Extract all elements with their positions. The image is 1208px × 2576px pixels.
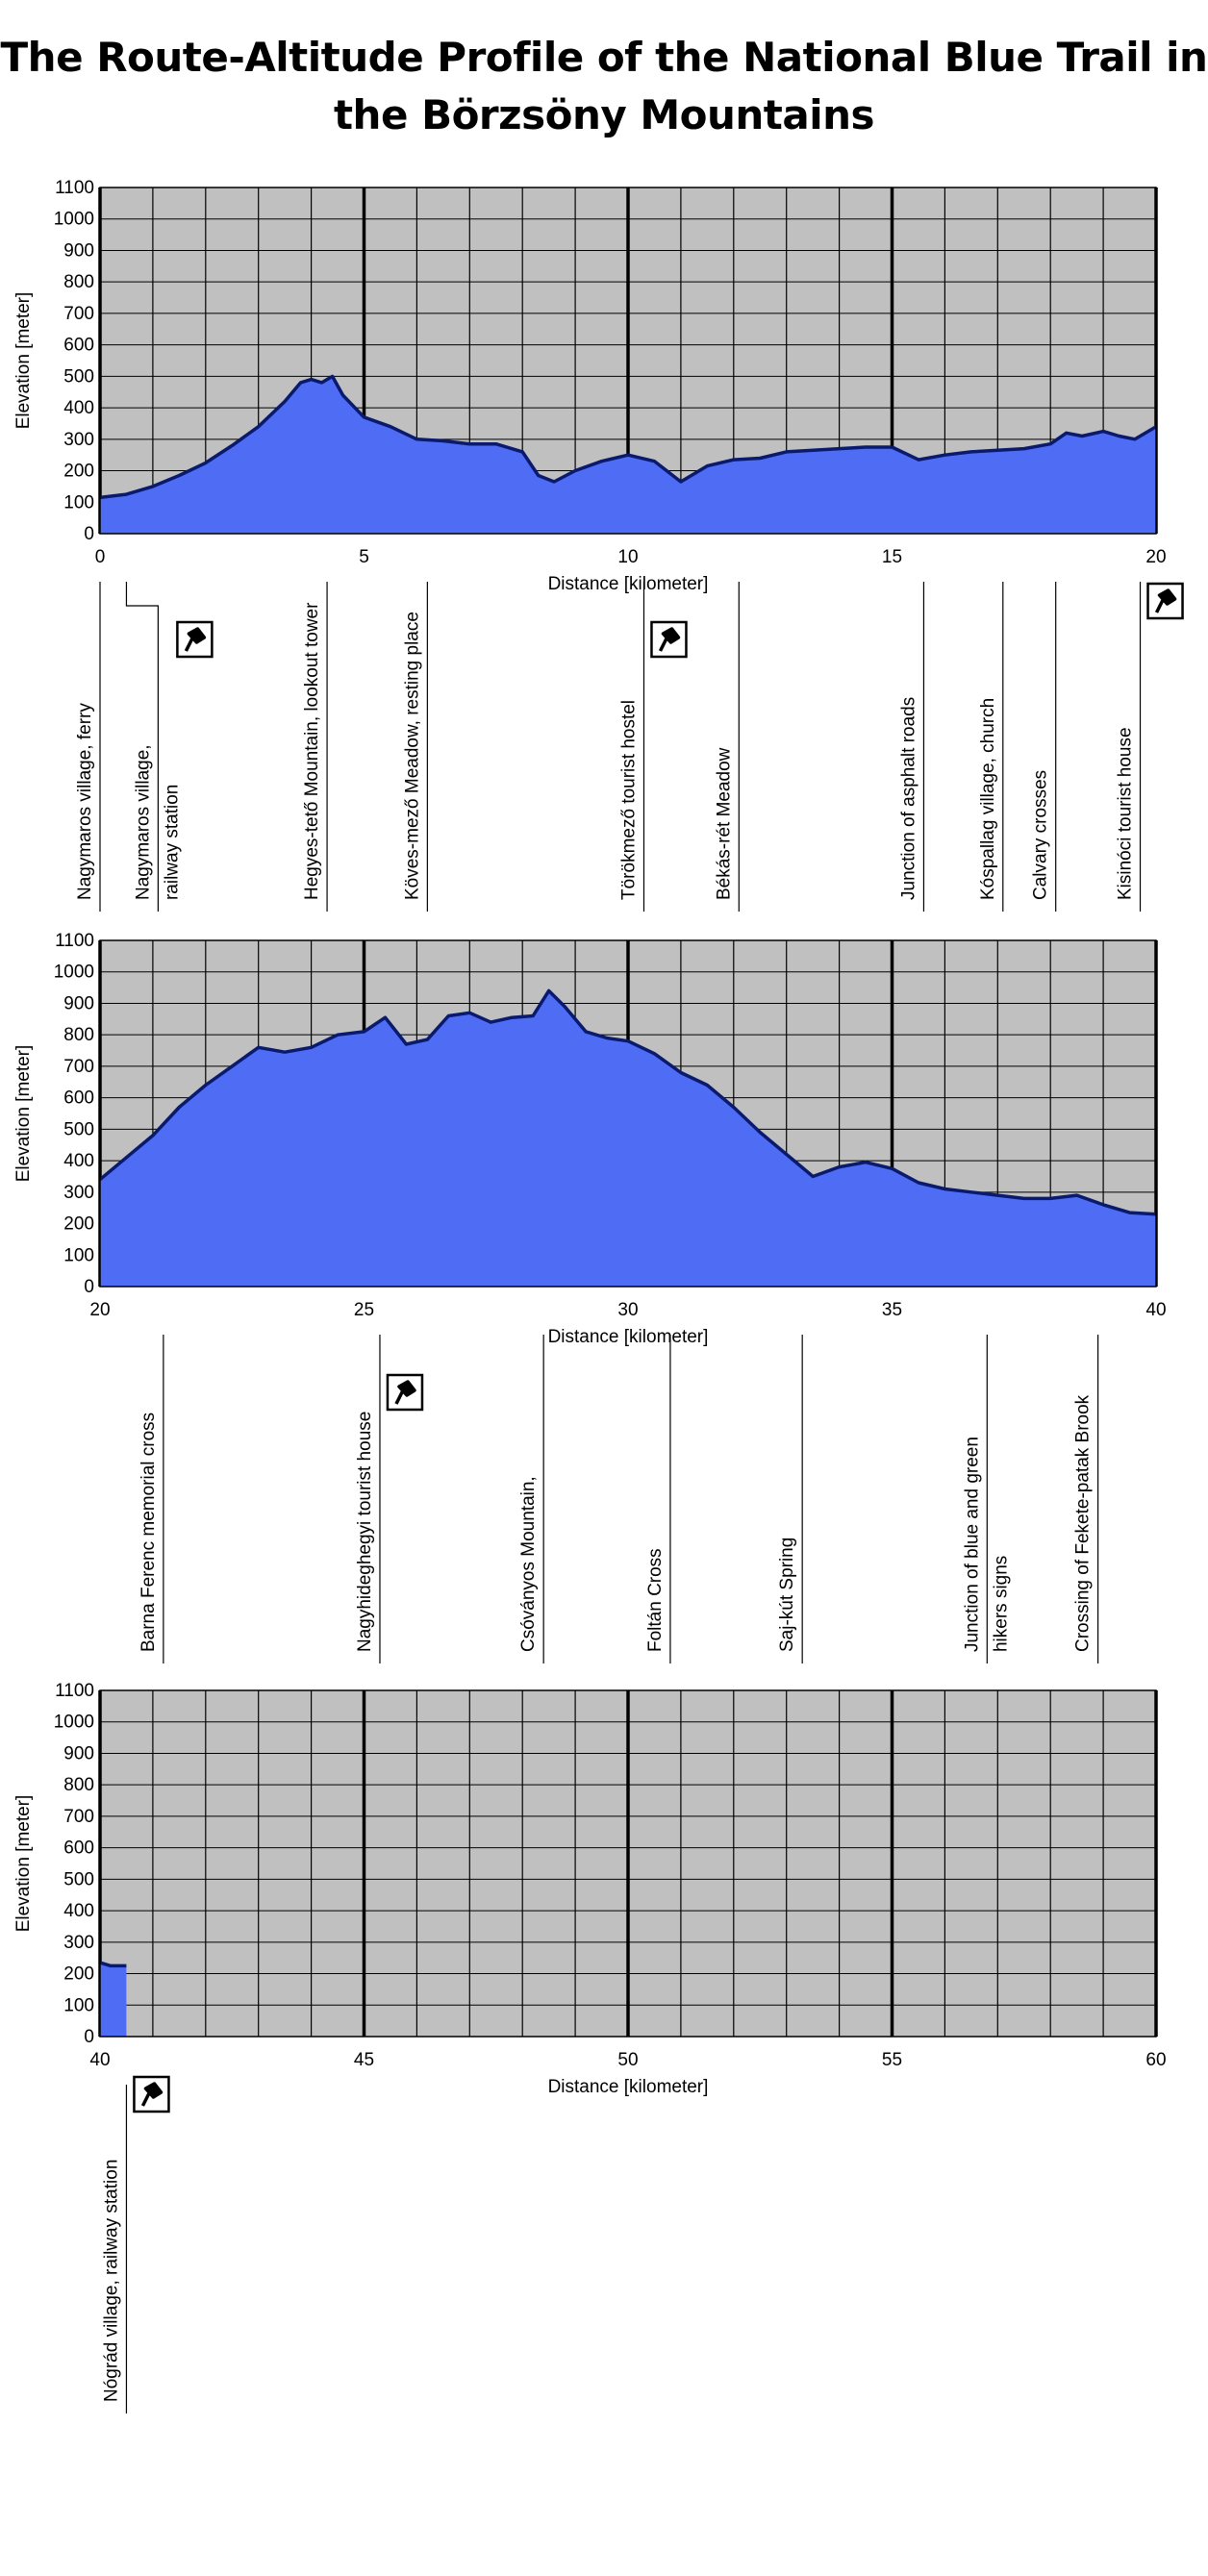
chart-title-line-2: the Börzsöny Mountains bbox=[333, 91, 875, 138]
y-tick-label: 600 bbox=[63, 1838, 94, 1859]
chart-panel-2 bbox=[13, 931, 1167, 1663]
y-tick-label: 600 bbox=[63, 335, 94, 356]
location-marker bbox=[978, 582, 1003, 912]
marker-label: Junction of blue and green bbox=[962, 1437, 983, 1652]
y-axis-title: Elevation [meter] bbox=[13, 1794, 34, 1933]
location-marker bbox=[714, 582, 739, 912]
location-marker bbox=[355, 1335, 422, 1663]
location-marker bbox=[1116, 582, 1183, 912]
marker-label: Foltán Cross bbox=[644, 1548, 666, 1652]
location-marker bbox=[302, 582, 327, 912]
x-tick-label: 35 bbox=[881, 1300, 903, 1320]
location-marker bbox=[518, 1335, 543, 1663]
marker-label: Crossing of Fekete-patak Brook bbox=[1072, 1394, 1094, 1652]
marker-label: Csóványos Mountain, bbox=[518, 1476, 540, 1652]
marker-label: Calvary crosses bbox=[1030, 769, 1051, 900]
y-tick-label: 1000 bbox=[53, 962, 94, 983]
chart-panel-3 bbox=[13, 1681, 1167, 2413]
y-tick-label: 900 bbox=[63, 1743, 94, 1764]
y-tick-label: 1100 bbox=[55, 1681, 94, 1701]
location-marker bbox=[138, 1335, 164, 1663]
y-tick-label: 800 bbox=[63, 272, 94, 293]
marker-label-line-2: railway station bbox=[162, 784, 183, 900]
y-tick-label: 400 bbox=[63, 1901, 94, 1922]
marker-label: Junction of asphalt roads bbox=[898, 696, 919, 900]
y-tick-label: 0 bbox=[84, 1277, 94, 1297]
x-tick-label: 60 bbox=[1145, 2050, 1167, 2070]
marker-label: Nagymaros village, bbox=[133, 744, 154, 900]
x-tick-label: 0 bbox=[94, 547, 106, 567]
y-tick-label: 900 bbox=[63, 993, 94, 1014]
y-tick-label: 100 bbox=[63, 492, 94, 513]
y-tick-label: 800 bbox=[63, 1775, 94, 1796]
y-tick-label: 1000 bbox=[53, 209, 94, 230]
x-tick-label: 20 bbox=[1145, 547, 1167, 567]
y-tick-label: 700 bbox=[63, 303, 94, 324]
y-tick-label: 300 bbox=[63, 429, 94, 450]
x-tick-label: 15 bbox=[881, 547, 903, 567]
y-tick-label: 400 bbox=[63, 1151, 94, 1172]
location-marker bbox=[962, 1335, 1011, 1663]
y-axis-title: Elevation [meter] bbox=[13, 291, 34, 430]
location-marker bbox=[126, 582, 212, 912]
y-tick-label: 200 bbox=[63, 1963, 94, 1985]
y-tick-label: 500 bbox=[63, 366, 94, 388]
marker-label: Saj-kút Spring bbox=[777, 1537, 798, 1652]
y-tick-label: 100 bbox=[63, 1995, 94, 2016]
location-marker bbox=[777, 1335, 802, 1663]
x-tick-label: 55 bbox=[881, 2050, 903, 2070]
chart-panel-1 bbox=[13, 178, 1183, 912]
marker-label: Köves-mező Meadow, resting place bbox=[402, 612, 423, 900]
marker-label: Kóspallag village, church bbox=[977, 697, 998, 900]
y-tick-label: 700 bbox=[63, 1806, 94, 1827]
marker-label: Kisinóci tourist house bbox=[1115, 727, 1136, 900]
location-marker bbox=[1031, 582, 1056, 912]
y-tick-label: 600 bbox=[63, 1088, 94, 1109]
y-tick-label: 800 bbox=[63, 1025, 94, 1046]
location-marker bbox=[898, 582, 923, 912]
x-tick-label: 20 bbox=[89, 1300, 111, 1320]
stamp-symbol-icon bbox=[177, 622, 212, 657]
x-tick-label: 5 bbox=[359, 547, 369, 567]
y-axis-title: Elevation [meter] bbox=[13, 1044, 34, 1183]
x-axis-title: Distance [kilometer] bbox=[547, 574, 709, 594]
stamp-symbol-icon bbox=[388, 1375, 422, 1410]
location-marker bbox=[618, 582, 686, 912]
x-axis-title: Distance [kilometer] bbox=[547, 2077, 709, 2097]
y-tick-label: 1100 bbox=[55, 931, 94, 951]
y-tick-label: 0 bbox=[84, 524, 94, 544]
x-tick-label: 10 bbox=[617, 547, 639, 567]
y-tick-label: 1100 bbox=[55, 178, 94, 198]
x-tick-label: 45 bbox=[353, 2050, 375, 2070]
y-tick-label: 1000 bbox=[53, 1712, 94, 1733]
y-tick-label: 0 bbox=[84, 2027, 94, 2047]
chart-title-line-1: The Route-Altitude Profile of the National Blue Trail in bbox=[0, 34, 1208, 81]
x-tick-label: 40 bbox=[1145, 1300, 1167, 1320]
marker-label: Békás-rét Meadow bbox=[714, 747, 735, 900]
location-marker bbox=[75, 582, 100, 912]
marker-label: Nagyhideghegyi tourist house bbox=[354, 1411, 375, 1652]
y-tick-label: 300 bbox=[63, 1182, 94, 1203]
marker-label: Nagymaros village, ferry bbox=[75, 703, 95, 900]
location-marker bbox=[645, 1335, 670, 1663]
x-axis-title: Distance [kilometer] bbox=[547, 1327, 709, 1347]
y-tick-label: 400 bbox=[63, 398, 94, 419]
location-marker bbox=[1073, 1335, 1098, 1663]
y-tick-label: 100 bbox=[63, 1245, 94, 1266]
x-tick-label: 50 bbox=[617, 2050, 639, 2070]
marker-label: Törökmező tourist hostel bbox=[618, 699, 640, 900]
x-tick-label: 30 bbox=[617, 1300, 639, 1320]
y-tick-label: 500 bbox=[63, 1869, 94, 1890]
x-tick-label: 40 bbox=[89, 2050, 111, 2070]
x-tick-label: 25 bbox=[353, 1300, 375, 1320]
marker-label-line-2: hikers signs bbox=[991, 1555, 1012, 1652]
stamp-symbol-icon bbox=[134, 2077, 168, 2112]
elevation-area bbox=[100, 1963, 126, 2037]
location-marker bbox=[402, 582, 427, 912]
marker-label: Nógrád village, railway station bbox=[101, 2159, 122, 2402]
marker-label: Barna Ferenc memorial cross bbox=[138, 1412, 159, 1652]
y-tick-label: 500 bbox=[63, 1119, 94, 1140]
stamp-symbol-icon bbox=[1148, 584, 1183, 618]
y-tick-label: 900 bbox=[63, 240, 94, 262]
location-marker bbox=[101, 2077, 168, 2413]
y-tick-label: 300 bbox=[63, 1932, 94, 1953]
y-tick-label: 200 bbox=[63, 1213, 94, 1235]
y-tick-label: 700 bbox=[63, 1056, 94, 1077]
stamp-symbol-icon bbox=[651, 622, 686, 657]
y-tick-label: 200 bbox=[63, 461, 94, 482]
marker-label: Hegyes-tető Mountain, lookout tower bbox=[302, 602, 323, 900]
